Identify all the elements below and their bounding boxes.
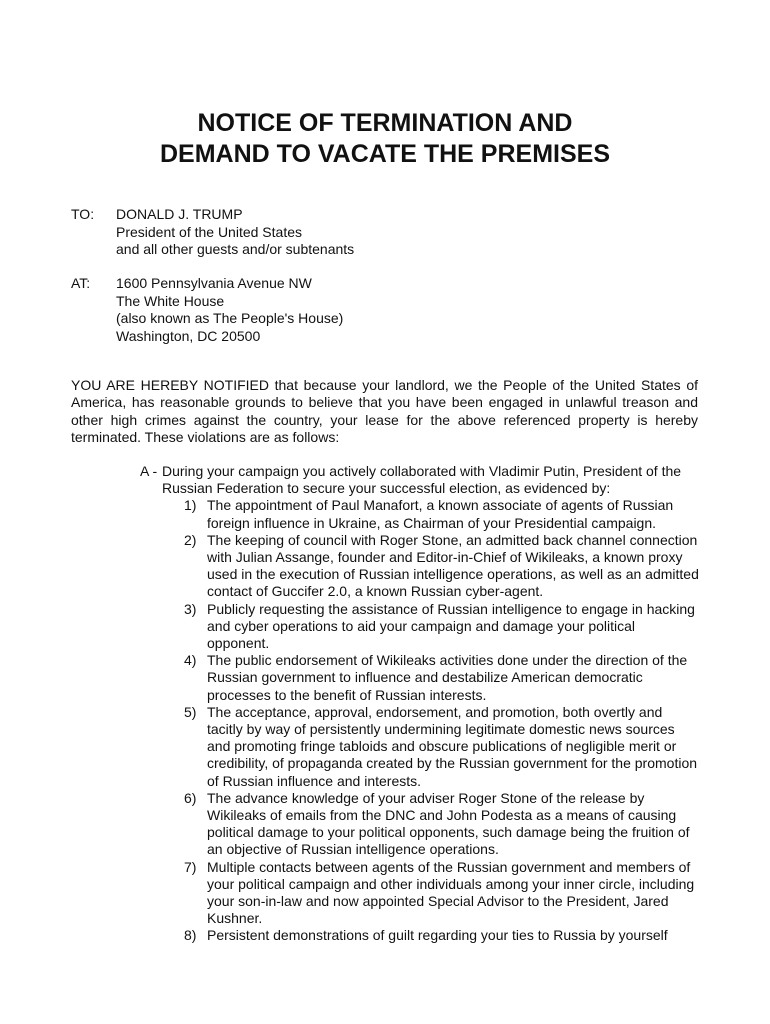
at-line: Washington, DC 20500	[116, 327, 261, 344]
title-line-1: NOTICE OF TERMINATION AND	[197, 109, 573, 137]
title-line-2: DEMAND TO VACATE THE PREMISES	[159, 140, 611, 168]
at-line: The White House	[116, 292, 225, 309]
list-item	[140, 652, 700, 704]
section-a	[140, 463, 700, 945]
item-number: 1)	[184, 497, 197, 514]
evidence-list	[140, 497, 700, 944]
list-item	[140, 704, 700, 790]
item-number: 8)	[184, 927, 197, 944]
item-number: 2)	[184, 531, 197, 548]
list-item	[140, 790, 700, 859]
intro-paragraph: YOU ARE HEREBY NOTIFIED that because your landlord, we the People of the United States of America, has reasonable grounds to believe that you have been engaged in unlawful treason and other high crimes against the country, your lease for the above referenced property is hereby terminated. These violations are as follows:	[71, 377, 698, 445]
list-item	[140, 859, 700, 928]
item-text: Publicly requesting the assistance of Russian intelligence to engage in hacking and cyber operations to aid your campaign and damage your political opponent.	[207, 600, 695, 652]
at-line: 1600 Pennsylvania Avenue NW	[116, 275, 312, 291]
to-lines	[116, 206, 516, 259]
item-number: 3)	[184, 600, 197, 617]
list-item	[140, 497, 700, 531]
item-text: The public endorsement of Wikileaks activities done under the direction of the Russian government to influence and destabilize American democratic processes to the benefit of Russian interests.	[207, 652, 688, 703]
list-item	[140, 601, 700, 653]
item-text: The advance knowledge of your adviser Roger Stone of the release by Wikileaks of emails from the DNC and John Podesta as a means of causing political damage to your political opponents, such damage being the fruition of an objective of Russian intelligence operations.	[207, 789, 690, 858]
section-a-label: A -	[140, 463, 158, 479]
to-label: TO:	[71, 206, 95, 222]
item-number: 7)	[184, 858, 197, 875]
item-number: 5)	[184, 703, 197, 720]
to-line: DONALD J. TRUMP	[116, 206, 243, 222]
to-line: President of the United States	[116, 223, 302, 240]
section-a-heading	[140, 463, 700, 497]
to-line: and all other guests and/or subtenants	[116, 241, 355, 257]
list-item	[140, 927, 700, 944]
item-text: The keeping of council with Roger Stone, an admitted back channel connection with Julian Assange, founder and Editor-in-Chief of Wikileaks, a known proxy used in the execution of Russian intelligence operations, as well as an admitted contact of Guccifer 2.0, a known Russian cyber-agent.	[207, 531, 699, 600]
at-label: AT:	[71, 275, 91, 291]
section-a-text: During your campaign you actively collaborated with Vladimir Putin, President of the Russian Federation to secure your successful election, as evidenced by:	[162, 463, 682, 497]
list-item	[140, 532, 700, 601]
item-number: 6)	[184, 789, 197, 806]
at-line: (also known as The People's House)	[116, 310, 344, 326]
at-lines	[116, 275, 516, 345]
item-number: 4)	[184, 652, 197, 669]
item-text: Persistent demonstrations of guilt regarding your ties to Russia by yourself	[207, 927, 668, 944]
item-text: The appointment of Paul Manafort, a known associate of agents of Russian foreign influence in Ukraine, as Chairman of your Presidential campaign.	[207, 497, 674, 531]
page-title	[0, 108, 770, 170]
item-text: The acceptance, approval, endorsement, and promotion, both overtly and tacitly by way of persistently undermining legitimate domestic news sources and promoting fringe tabloids and obscure publications of negligible merit or credibility, of propaganda created by the Russian government for the promotion of Russian influence and interests.	[207, 703, 698, 789]
item-text: Multiple contacts between agents of the Russian government and members of your political campaign and other individuals among your inner circle, including your son-in-law and now appointed Special Advisor to the President, Jared Kushner.	[207, 858, 695, 927]
